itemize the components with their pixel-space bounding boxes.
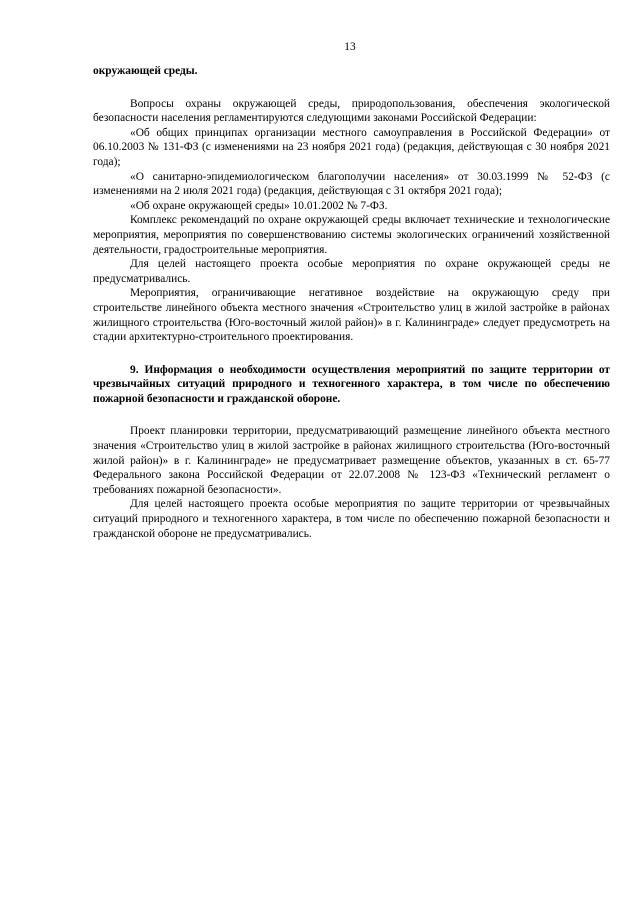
section-9-heading: 9. Информация о необходимости осуществления мероприятий по защите территории от чрезвычайных ситуаций природного и техногенного характера, в том числе по обеспечению пожарной безопасности и гражданской обороне. <box>93 363 610 405</box>
document-body <box>93 64 610 541</box>
section-9-paragraph: Для целей настоящего проекта особые мероприятия по защите территории от чрезвычайных ситуаций природного и техногенного характера, в том числе по обеспечению пожарной безопасности и гражданской обороне не предусматривались. <box>93 498 610 540</box>
section-8-paragraph: Комплекс рекомендаций по охране окружающей среды включает технические и технологические мероприятия, мероприятия по совершенствованию системы экологических ограничений хозяйственной деятельности, градостроительные мероприятия. <box>93 214 610 256</box>
section-8-paragraph: Для целей настоящего проекта особые мероприятия по охране окружающей среды не предусматривались. <box>93 258 610 285</box>
page-number: 13 <box>344 41 356 53</box>
section-8-paragraph: Мероприятия, ограничивающие негативное воздействие на окружающую среду при строительстве линейного объекта местного значения «Строительство улиц в жилой застройке в районах жилищного строительства (Юго-восточный жилой район)» в г. Калининграде» следует предусмотреть на стадии архитектурно-строительного проектирования. <box>93 287 610 344</box>
section-8-title-tail: окружающей среды. <box>93 65 198 77</box>
section-9-paragraph: Проект планировки территории, предусматривающий размещение линейного объекта местного значения «Строительство улиц в жилой застройке в районах жилищного строительства (Юго-восточный жилой район)» в г. Калининграде» не предусматривает размещение объектов, указанных в ст. 65-77 Федерального закона Российской Федерации от 22.07.2008 № 123-ФЗ «Технический регламент о требованиях пожарной безопасности». <box>93 425 610 496</box>
law-reference-7-fz: «Об охране окружающей среды» 10.01.2002 № 7-ФЗ. <box>130 199 388 212</box>
law-reference-131-fz: «Об общих принципах организации местного самоуправления в Российской Федерации» от 06.10.2003 № 131-ФЗ (с изменениями на 23 ноября 2021 года) (редакция, действующая с 30 ноября 2021 года); <box>93 126 610 168</box>
law-reference-52-fz: «О санитарно-эпидемиологическом благополучии населения» от 30.03.1999 № 52-ФЗ (с изменениями на 2 июля 2021 года) (редакция, действующая с 31 октября 2021 года); <box>93 170 610 198</box>
section-8-paragraph: Вопросы охраны окружающей среды, природопользования, обеспечения экологической безопасности населения регламентируются следующими законами Российской Федерации: <box>93 97 610 125</box>
